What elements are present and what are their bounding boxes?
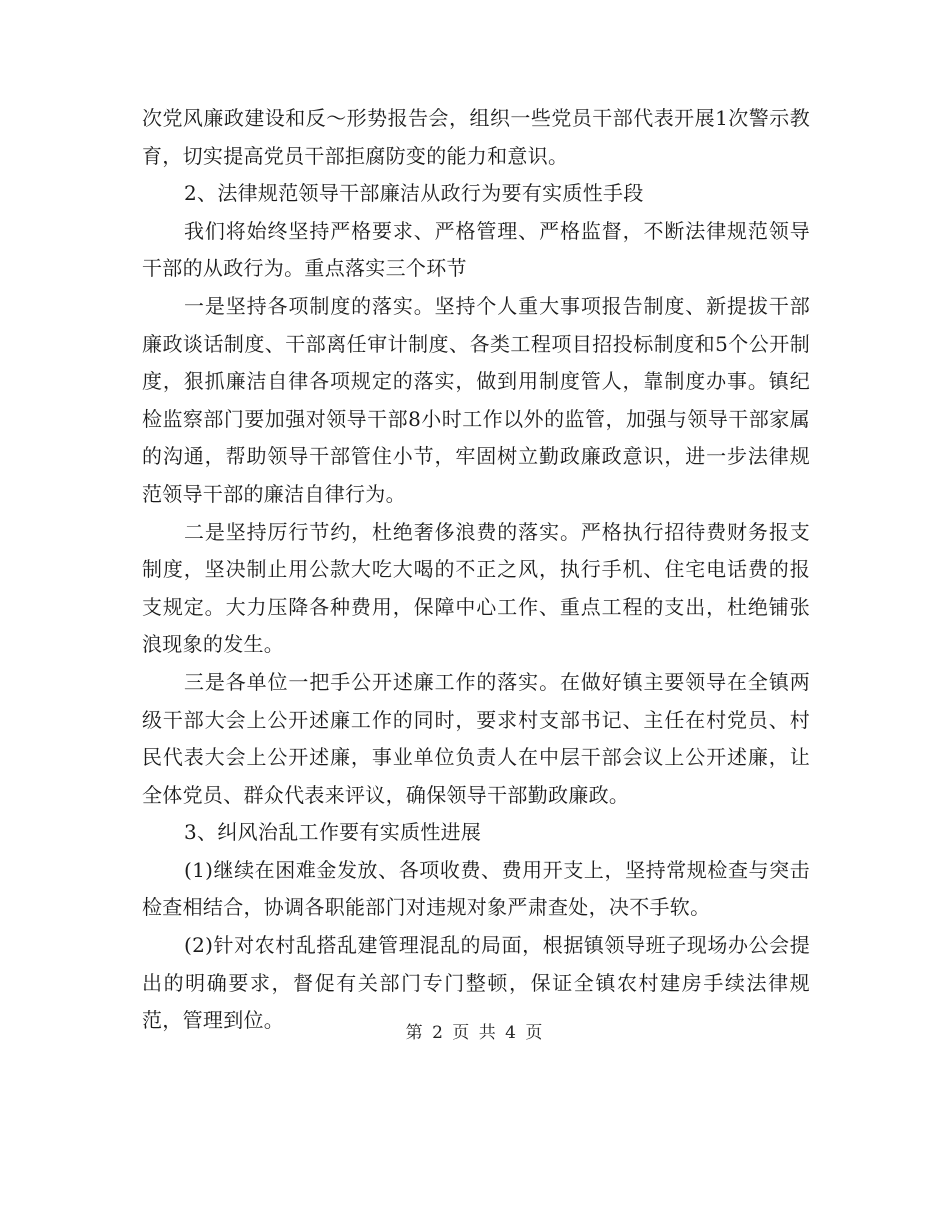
section-heading: 3、纠风治乱工作要有实质性进展 (184, 820, 482, 845)
list-item: (1)继续在困难金发放、各项收费、费用开支上，坚持常规检查与突击检查相结合，协调各职能部门对违规对象严肃查处，决不手软。 (142, 857, 810, 920)
paragraph: 一是坚持各项制度的落实。坚持个人重大事项报告制度、新提拔干部廉政谈话制度、干部离任审计制度、各类工程项目招投标制度和5个公开制度，狠抓廉洁自律各项规定的落实，做到用制度管人，靠制度办事。镇纪检监察部门要加强对领导干部8小时工作以外的监管，加强与领导干部家属的沟通，帮助领导干部管住小节，牢固树立勤政廉政意识，进一步法律规范领导干部的廉洁自律行为。 (142, 293, 810, 506)
list-item: (2)针对农村乱搭乱建管理混乱的局面，根据镇领导班子现场办公会提出的明确要求，督促有关部门专门整顿，保证全镇农村建房手续法律规范，管理到位。 (142, 933, 810, 1033)
paragraph: 二是坚持厉行节约，杜绝奢侈浪费的落实。严格执行招待费财务报支制度，坚决制止用公款大吃大喝的不正之风，执行手机、住宅电话费的报支规定。大力压降各种费用，保障中心工作、重点工程的支出，杜绝铺张浪现象的发生。 (142, 519, 810, 657)
document-body (142, 100, 810, 1040)
section-heading: 2、法律规范领导干部廉洁从政行为要有实质性手段 (184, 181, 644, 206)
paragraph: 我们将始终坚持严格要求、严格管理、严格监督，不断法律规范领导干部的从政行为。重点落实三个环节 (142, 218, 810, 281)
paragraph: 三是各单位一把手公开述廉工作的落实。在做好镇主要领导在全镇两级干部大会上公开述廉工作的同时，要求村支部书记、主任在村党员、村民代表大会上公开述廉，事业单位负责人在中层干部会议上公开述廉，让全体党员、群众代表来评议，确保领导干部勤政廉政。 (142, 669, 810, 807)
paragraph: 次党风廉政建设和反～形势报告会，组织一些党员干部代表开展1次警示教育，切实提高党员干部拒腐防变的能力和意识。 (142, 106, 810, 168)
page-number-footer: 第 2 页 共 4 页 (405, 1023, 545, 1043)
